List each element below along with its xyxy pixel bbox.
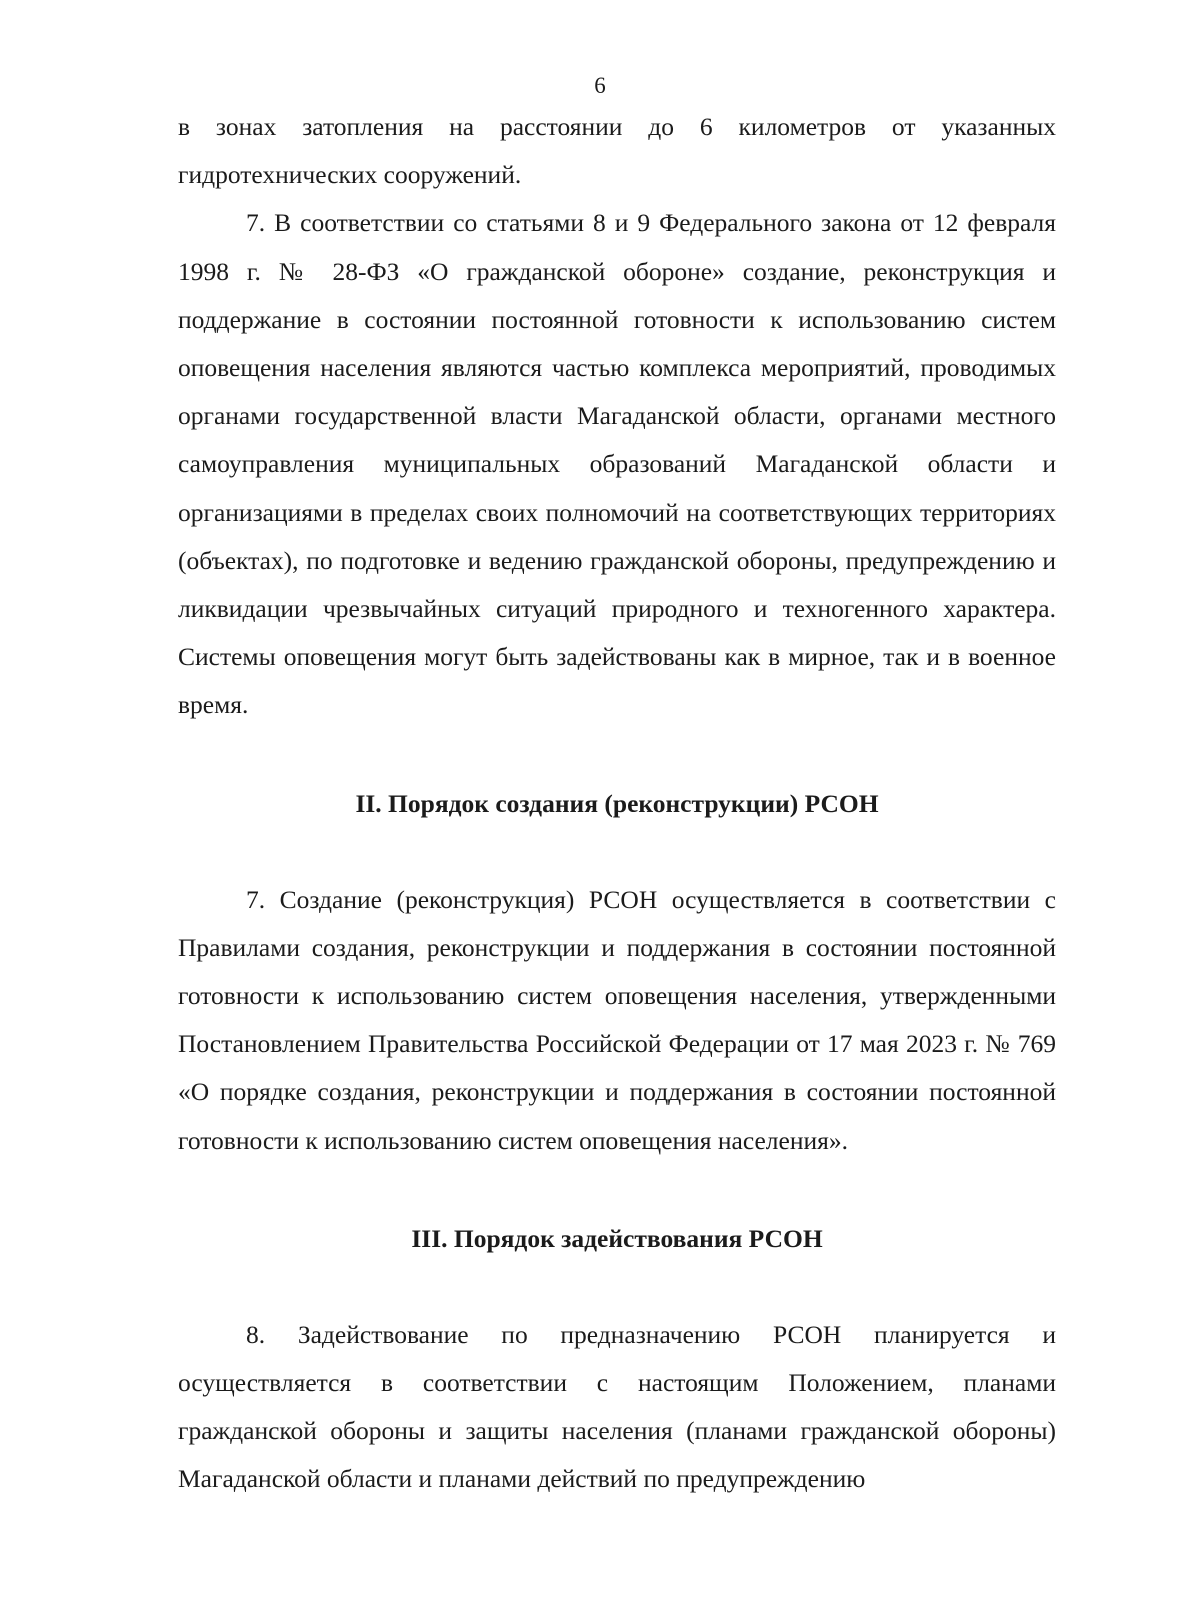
spacer <box>178 828 1056 876</box>
page-number: 6 <box>594 73 606 98</box>
paragraph-item-7-legal-basis: 7. В соответствии со статьями 8 и 9 Федерального закона от 12 февраля 1998 г. № 28-ФЗ «О гражданской обороне» создание, реконструкция и поддержание в состоянии постоянной готовности к использованию систем оповещения населения являются частью комплекса мероприятий, проводимых органами государственной власти Магаданской области, органами местного самоуправления муниципальных образований Магаданской области и организациями в пределах своих полномочий на соответствующих территориях (объектах), по подготовке и ведению гражданской обороны, предупреждению и ликвидации чрезвычайных ситуаций природного и техногенного характера. Системы оповещения могут быть задействованы как в мирное, так и в военное время. <box>178 208 1056 720</box>
spacer <box>178 1263 1056 1311</box>
section-heading-2: II. Порядок создания (реконструкции) РСОН <box>355 788 879 818</box>
paragraph-item-8-activation: 8. Задействование по предназначению РСОН планируется и осуществляется в соответствии с настоящим Положением, планами гражданской обороны и защиты населения (планами гражданской обороны) Магаданской области и планами действий по предупреждению <box>178 1319 1056 1494</box>
spacer <box>178 730 1056 780</box>
document-body <box>178 103 1056 1504</box>
section-heading-3: III. Порядок задействования РСОН <box>411 1223 823 1253</box>
paragraph-continuation: в зонах затопления на расстоянии до 6 километров от указанных гидротехнических сооружений. <box>178 112 1056 190</box>
spacer <box>178 1165 1056 1215</box>
paragraph-item-7-creation: 7. Создание (реконструкция) РСОН осуществляется в соответствии с Правилами создания, реконструкции и поддержания в состоянии постоянной готовности к использованию систем оповещения населения, утвержденными Постановлением Правительства Российской Федерации от 17 мая 2023 г. № 769 «О порядке создания, реконструкции и поддержания в состоянии постоянной готовности к использованию систем оповещения населения». <box>178 884 1056 1155</box>
